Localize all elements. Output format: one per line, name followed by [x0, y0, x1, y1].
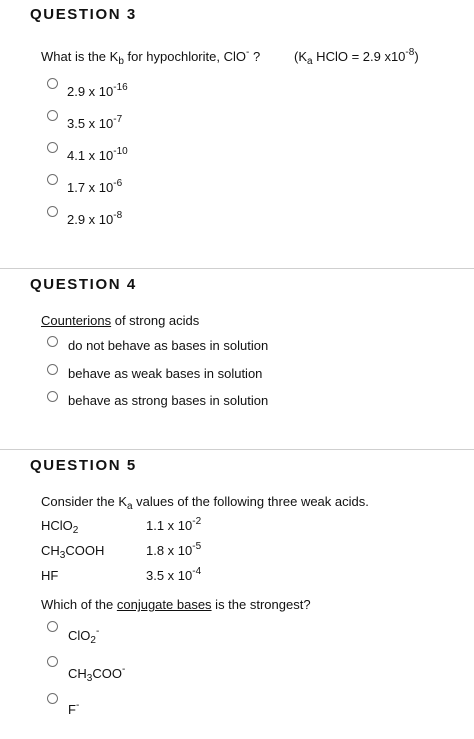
- prompt-text: ?: [249, 49, 261, 64]
- q3-option-3-label[interactable]: 4.1 x $10^{-10}$: [67, 146, 128, 163]
- question-4-prompt: [41, 313, 199, 328]
- q4-option-1-label[interactable]: do not behave as bases in solution: [68, 338, 269, 353]
- q5-option-1-radio[interactable]: [47, 621, 58, 632]
- prompt-text: (K: [294, 49, 307, 64]
- q3-option-4-label[interactable]: 1.7 x $10^{-6}$: [67, 178, 123, 195]
- question-5-title: QUESTION 5: [30, 457, 137, 474]
- prompt-superscript: -: [245, 47, 250, 58]
- q4-option-2-label[interactable]: behave as weak bases in solution: [68, 366, 263, 381]
- question-5-intro: Consider the $K_a$ values of the following three weak acids.: [41, 494, 369, 512]
- prompt-text: for hypochlorite, ClO: [123, 49, 246, 64]
- prompt-subscript: a: [307, 56, 313, 67]
- conjugate-bases-link[interactable]: conjugate bases: [116, 597, 212, 612]
- q4-option-1-radio[interactable]: [47, 336, 58, 347]
- prompt-text: of strong acids: [111, 313, 200, 328]
- prompt-superscript: -8: [405, 47, 415, 58]
- question-3-title: QUESTION 3: [30, 6, 137, 23]
- q4-option-3-radio[interactable]: [47, 391, 58, 402]
- question-3-prompt: [41, 47, 260, 67]
- prompt-subscript: b: [118, 56, 124, 67]
- q5-option-1-label[interactable]: ClO$_2$-: [68, 626, 100, 646]
- ka-value-cell: 1.1 x $10^{-2}$: [146, 516, 202, 533]
- prompt-text: ): [414, 49, 419, 64]
- acid-name-cell: HF: [41, 568, 59, 583]
- q3-option-5-radio[interactable]: [47, 206, 58, 217]
- q3-option-2-label[interactable]: 3.5 x $10^{-7}$: [67, 114, 123, 131]
- q3-option-1-label[interactable]: 2.9 x $10^{-16}$: [67, 82, 128, 99]
- section-divider: [0, 449, 474, 450]
- q4-option-2-radio[interactable]: [47, 364, 58, 375]
- ka-value-cell: 3.5 x $10^{-4}$: [146, 566, 202, 583]
- q3-option-4-radio[interactable]: [47, 174, 58, 185]
- q5-option-2-label[interactable]: $CH_3COO^-$: [68, 664, 126, 684]
- q3-option-2-radio[interactable]: [47, 110, 58, 121]
- question-3-ka-note: [294, 47, 419, 67]
- q3-option-1-radio[interactable]: [47, 78, 58, 89]
- section-divider: [0, 268, 474, 269]
- question-5-prompt: Which of the conjugate bases is the strongest?: [41, 597, 311, 612]
- counterions-link[interactable]: Counterions: [41, 313, 112, 328]
- question-4-title: QUESTION 4: [30, 276, 137, 293]
- q5-option-3-radio[interactable]: [47, 693, 58, 704]
- acid-name-cell: $CH_3COOH$: [41, 543, 105, 561]
- q5-option-3-label[interactable]: F-: [68, 700, 80, 717]
- q3-option-3-radio[interactable]: [47, 142, 58, 153]
- prompt-text: HClO = 2.9 x10: [312, 49, 406, 64]
- q3-option-5-label[interactable]: 2.9 x $10^{-8}$: [67, 210, 123, 227]
- ka-value-cell: 1.8 x $10^{-5}$: [146, 541, 202, 558]
- q5-option-2-radio[interactable]: [47, 656, 58, 667]
- prompt-text: What is the K: [41, 49, 119, 64]
- acid-name-cell: HClO$_2$: [41, 518, 79, 536]
- q4-option-3-label[interactable]: behave as strong bases in solution: [68, 393, 269, 408]
